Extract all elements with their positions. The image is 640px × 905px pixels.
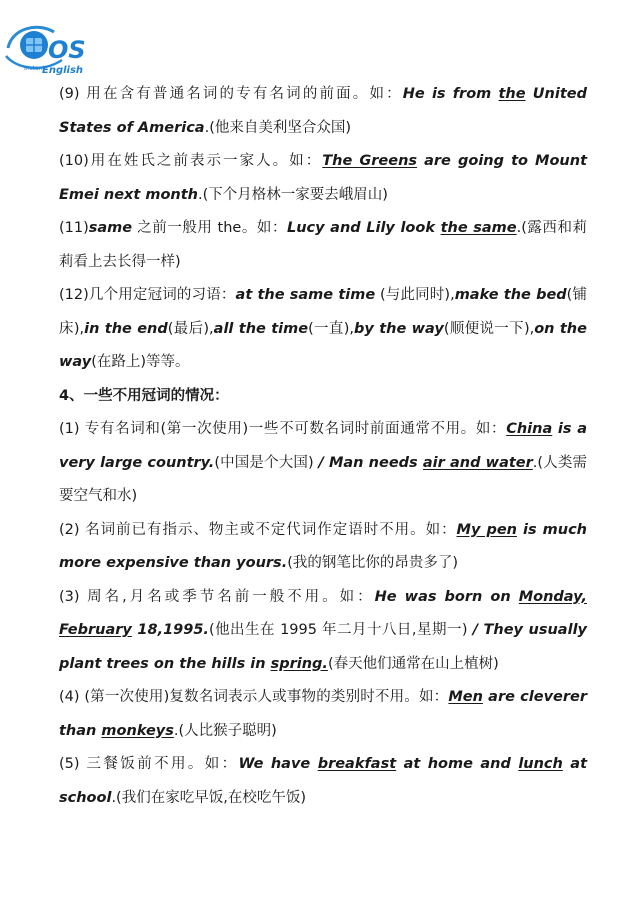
body-text: .(他来自美利坚合众国) (204, 119, 352, 136)
body-text: (1) 专有名词和(第一次使用)一些不可数名词时前面通常不用。如： (59, 421, 507, 437)
example-underlined: China (506, 421, 553, 437)
example-text: in the end (84, 320, 168, 337)
logo-sub-small: Instant (24, 65, 45, 72)
example-text: at home and (396, 756, 519, 772)
example-underlined: Men (448, 689, 483, 705)
body-text: (在路上)等等。 (91, 354, 190, 370)
example-text: 18,1995. (131, 622, 209, 638)
body-text: (10)用在姓氏之前表示一家人。如： (59, 153, 323, 169)
rule-paragraph (59, 145, 587, 212)
body-text: (铺床), (59, 287, 587, 337)
example-text: Lucy and Lily look (286, 220, 441, 236)
example-underlined: lunch (518, 756, 563, 772)
body-text: .(下个月格林一家要去峨眉山) (198, 186, 388, 203)
body-text: (我的钢笔比你的昂贵多了) (287, 555, 459, 571)
rule-paragraph (59, 514, 587, 581)
body-text: 4、一些不用冠词的情况： (59, 387, 229, 404)
example-underlined: monkeys (101, 722, 174, 739)
body-text: (顺便说一下), (443, 320, 535, 337)
body-text: (4) (第一次使用)复数名词表示人或事物的类别时不用。如： (59, 689, 449, 705)
example-text: by the way (353, 320, 444, 337)
logo-brand-text: OS (48, 36, 86, 64)
example-text: United States of America (59, 86, 587, 136)
example-text: / Man needs (318, 454, 423, 471)
body-text: 之前一般用 the。如： (132, 220, 287, 236)
example-underlined: spring. (270, 655, 328, 672)
rule-paragraph (59, 413, 587, 514)
example-text: all the time (213, 320, 309, 337)
body-text: .(露西和莉莉看上去长得一样) (59, 220, 587, 270)
example-underlined: the same (440, 220, 517, 236)
example-text: are going to Mount Emei next month (59, 153, 588, 203)
example-underlined: Monday, February (59, 588, 587, 638)
example-underlined: My pen (456, 521, 517, 538)
rule-paragraph (59, 748, 587, 815)
body-text: .(人类需要空气和水) (59, 454, 587, 504)
example-underlined: air and water (422, 454, 533, 471)
example-text: same (88, 220, 133, 236)
example-underlined: breakfast (317, 756, 397, 772)
body-text: (2) 名词前已有指示、物主或不定代词作定语时不用。如： (59, 521, 457, 538)
rule-paragraph (59, 78, 587, 145)
body-text: (5) 三餐饭前不用。如： (59, 756, 239, 772)
example-text: / They usually plant trees on the hills in (59, 622, 587, 672)
body-text: (与此同时), (375, 287, 455, 303)
example-text: on the way (59, 320, 587, 370)
document-body (59, 78, 587, 815)
body-text: (他出生在 1995 年二月十八日,星期一) (208, 622, 473, 638)
logo-sub-text: English (42, 65, 84, 76)
rule-paragraph (59, 279, 587, 380)
rule-paragraph (59, 212, 587, 279)
body-text: .(我们在家吃早饭,在校吃午饭) (111, 789, 306, 806)
body-text: (最后), (167, 320, 214, 337)
example-text: are cleverer than (59, 689, 587, 739)
example-underlined: the (498, 86, 526, 102)
example-text: is much more expensive than yours. (59, 521, 587, 571)
body-text: (春天他们通常在山上植树) (327, 655, 499, 672)
example-text: make the bed (454, 287, 567, 303)
body-text: (9) 用在含有普通名词的专有名词的前面。如： (59, 86, 403, 102)
rule-paragraph (59, 681, 587, 748)
globe-logo-icon (4, 18, 96, 76)
body-text: (11) (59, 220, 89, 236)
body-text: .(人比猴子聪明) (173, 722, 277, 739)
body-text: (3) 周名,月名或季节名前一般不用。如： (59, 588, 375, 605)
body-text: (中国是个大国) (214, 454, 319, 471)
body-text: (一直), (308, 320, 354, 337)
example-text: We have (238, 756, 318, 772)
example-text: at school (59, 756, 588, 806)
example-text: is a very large country. (59, 421, 587, 471)
body-text: (12)几个用定冠词的习语： (59, 287, 236, 303)
rule-paragraph (59, 581, 587, 682)
brand-logo (4, 18, 96, 76)
section-heading (59, 380, 587, 414)
example-text: at the same time (235, 287, 376, 303)
example-text: He is from (402, 86, 499, 102)
example-underlined: The Greens (322, 153, 418, 169)
example-text: He was born on (374, 588, 519, 605)
